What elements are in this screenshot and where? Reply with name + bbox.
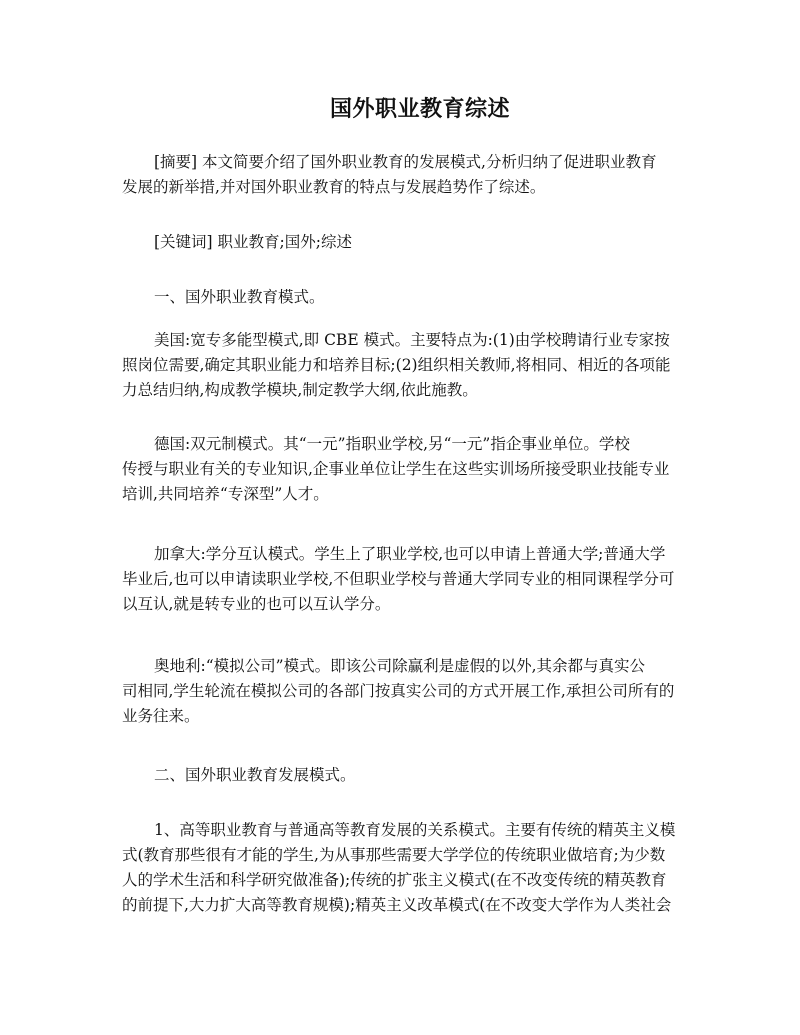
paragraph-line: 业务往来。 (122, 707, 200, 725)
item-1-paragraph (122, 818, 690, 918)
keywords-paragraph (122, 230, 690, 255)
paragraph-line: 加拿大:学分互认模式。学生上了职业学校,也可以申请上普通大学;普通大学 (154, 545, 666, 563)
usa-paragraph (122, 328, 690, 403)
paragraph-line: 传授与职业有关的专业知识,企事业单位让学生在这些实训场所接受职业技能专业 (122, 460, 670, 478)
paragraph-line: 发展的新举措,并对国外职业教育的特点与发展趋势作了综述。 (122, 178, 546, 196)
austria-paragraph (122, 654, 690, 729)
paragraph-line: [关键词] 职业教育;国外;综述 (154, 233, 352, 251)
abstract-paragraph (122, 150, 690, 200)
section-1-heading (122, 285, 690, 310)
germany-paragraph (122, 432, 690, 507)
paragraph-line: 德国:双元制模式。其“一元”指职业学校,另“一元”指企事业单位。学校 (154, 435, 630, 453)
paragraph-line: 培训,共同培养“专深型”人才。 (122, 485, 329, 503)
paragraph-line: 二、国外职业教育发展模式。 (154, 766, 356, 784)
paragraph-line: [摘要] 本文简要介绍了国外职业教育的发展模式,分析归纳了促进职业教育 (154, 153, 657, 171)
paragraph-line: 奥地利:“模拟公司”模式。即该公司除赢利是虚假的以外,其余都与真实公 (154, 657, 645, 675)
paragraph-line: 美国:宽专多能型模式,即 CBE 模式。主要特点为:(1)由学校聘请行业专家按 (154, 331, 670, 349)
document-title: 国外职业教育综述 (329, 97, 510, 122)
canada-paragraph (122, 542, 690, 617)
section-2-heading (122, 763, 690, 788)
paragraph-line: 照岗位需要,确定其职业能力和培养目标;(2)组织相关教师,将相同、相近的各项能 (122, 356, 671, 374)
paragraph-line: 人的学术生活和科学研究做准备);传统的扩张主义模式(在不改变传统的精英教育 (122, 871, 667, 889)
paragraph-line: 司相同,学生轮流在模拟公司的各部门按真实公司的方式开展工作,承担公司所有的 (122, 682, 675, 700)
paragraph-line: 的前提下,大力扩大高等教育规模);精英主义改革模式(在不改变大学作为人类社会 (122, 896, 672, 914)
paragraph-line: 力总结归纳,构成教学模块,制定教学大纲,依此施教。 (122, 381, 478, 399)
paragraph-line: 毕业后,也可以申请读职业学校,不但职业学校与普通大学同专业的相同课程学分可 (122, 570, 675, 588)
paragraph-line: 一、国外职业教育模式。 (154, 288, 325, 306)
paragraph-line: 式(教育那些很有才能的学生,为从事那些需要大学学位的传统职业做培育;为少数 (122, 846, 666, 864)
paragraph-line: 1、高等职业教育与普通高等教育发展的关系模式。主要有传统的精英主义模 (154, 821, 676, 839)
paragraph-line: 以互认,就是转专业的也可以互认学分。 (122, 595, 391, 613)
